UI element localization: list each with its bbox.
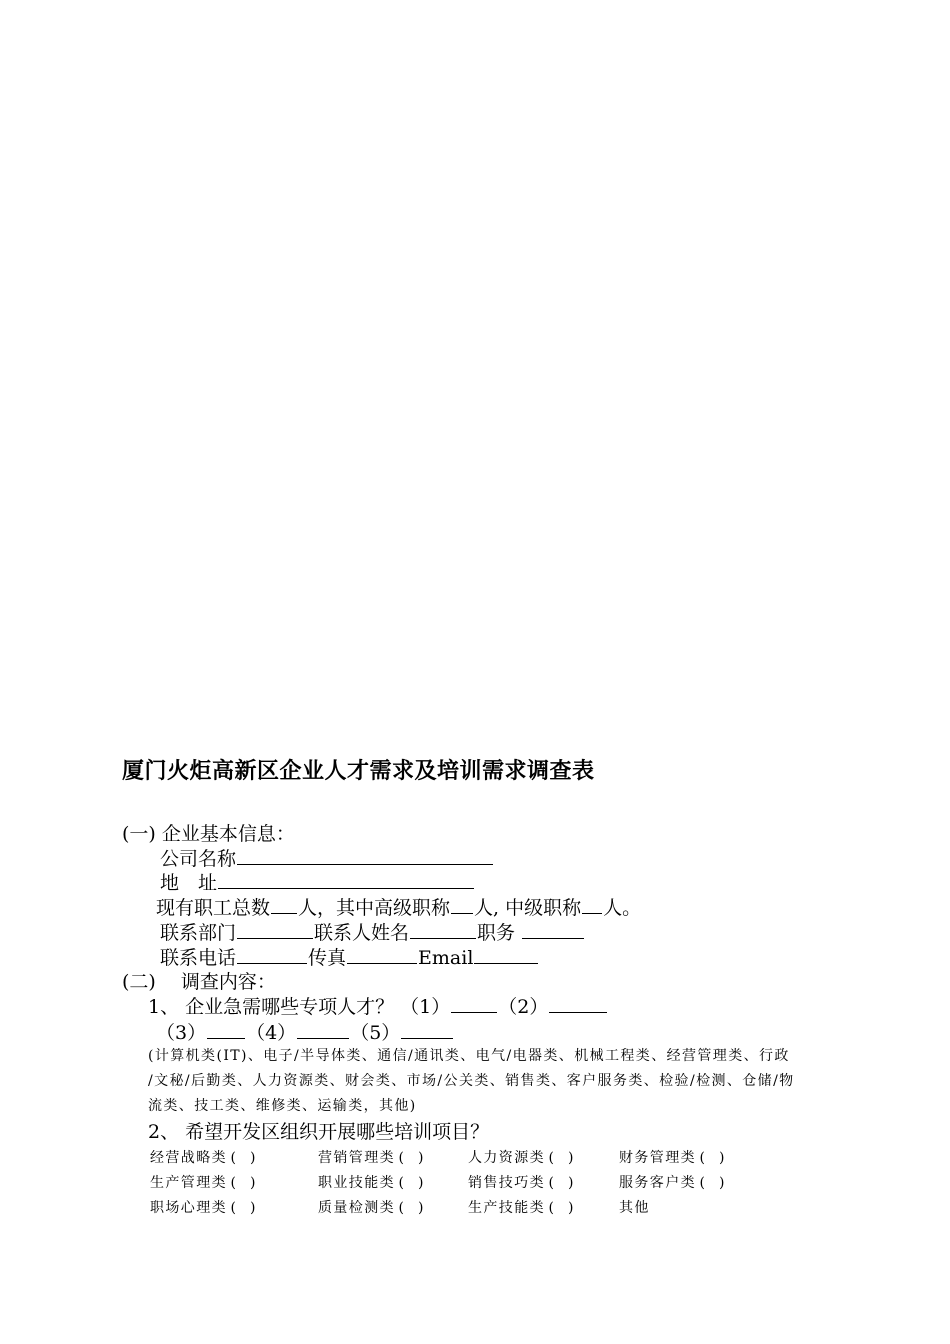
middle-title-label: 人, 中级职称	[474, 897, 582, 919]
option-label: 其他	[619, 1200, 650, 1216]
staff-total-label: 现有职工总数	[156, 897, 271, 919]
option-item[interactable]	[468, 1147, 577, 1167]
option-paren[interactable]: ( )	[548, 1175, 574, 1191]
option-label: 营销管理类	[318, 1150, 395, 1166]
option-paren[interactable]: ( )	[398, 1175, 424, 1191]
option-label: 销售技巧类	[468, 1175, 545, 1191]
contact-person-blank[interactable]	[410, 920, 476, 939]
option-item[interactable]	[619, 1172, 728, 1192]
option-paren[interactable]: ( )	[699, 1175, 725, 1191]
fax-blank[interactable]	[347, 945, 417, 964]
company-name-blank[interactable]	[237, 846, 493, 865]
q1-blank-2[interactable]	[549, 994, 607, 1013]
option-label: 生产管理类	[150, 1175, 227, 1191]
q1-line-2	[156, 1020, 454, 1045]
note-line-3: 流类、技工类、维修类、运输类，其他)	[148, 1098, 417, 1114]
address-blank[interactable]	[218, 870, 474, 889]
q1-opt4-label: （4）	[246, 1022, 297, 1044]
option-label: 质量检测类	[318, 1200, 395, 1216]
q1-opt3-label: （3）	[156, 1022, 207, 1044]
option-label: 财务管理类	[619, 1150, 696, 1166]
staff-line-suffix: 人。	[603, 897, 642, 919]
staff-line	[156, 895, 641, 920]
q1-blank-4[interactable]	[297, 1020, 349, 1039]
senior-title-label: 人，其中高级职称	[298, 897, 451, 919]
email-label: Email	[418, 947, 474, 969]
option-paren[interactable]: ( )	[230, 1150, 256, 1166]
q1-blank-5[interactable]	[401, 1020, 453, 1039]
option-paren[interactable]: ( )	[398, 1200, 424, 1216]
company-name-line	[160, 846, 494, 871]
option-label: 经营战略类	[150, 1150, 227, 1166]
position-blank[interactable]	[522, 920, 584, 939]
q1-line	[148, 994, 608, 1019]
option-paren[interactable]: ( )	[230, 1175, 256, 1191]
senior-title-blank[interactable]	[451, 895, 473, 914]
q1-text: 1、 企业急需哪些专项人才？ （1）	[148, 996, 451, 1018]
contact-line-2	[160, 945, 539, 970]
option-paren[interactable]: ( )	[699, 1150, 725, 1166]
note-line-2: /文秘/后勤类、人力资源类、财会类、市场/公关类、销售类、客户服务类、检验/检测、仓储/物	[148, 1073, 795, 1089]
address-line	[160, 870, 475, 895]
option-paren[interactable]: ( )	[230, 1200, 256, 1216]
option-label: 职业技能类	[318, 1175, 395, 1191]
q1-blank-1[interactable]	[451, 994, 497, 1013]
option-item[interactable]	[619, 1147, 728, 1167]
document-title: 厦门火炬高新区企业人才需求及培训需求调查表	[122, 758, 595, 784]
email-blank[interactable]	[474, 945, 538, 964]
option-paren[interactable]: ( )	[548, 1200, 574, 1216]
contact-person-label: 联系人姓名	[314, 922, 410, 944]
phone-label: 联系电话	[160, 947, 237, 969]
option-paren[interactable]: ( )	[548, 1150, 574, 1166]
option-item[interactable]	[318, 1147, 427, 1167]
option-paren[interactable]: ( )	[398, 1150, 424, 1166]
dept-label: 联系部门	[160, 922, 237, 944]
company-name-label: 公司名称	[160, 848, 237, 870]
option-label: 生产技能类	[468, 1200, 545, 1216]
address-label: 地 址	[160, 872, 218, 894]
dept-blank[interactable]	[237, 920, 313, 939]
fax-label: 传真	[308, 947, 347, 969]
q1-blank-3[interactable]	[207, 1020, 245, 1039]
option-item[interactable]	[468, 1172, 577, 1192]
option-item[interactable]	[150, 1172, 259, 1192]
middle-title-blank[interactable]	[582, 895, 602, 914]
option-item[interactable]	[150, 1197, 259, 1217]
option-label: 人力资源类	[468, 1150, 545, 1166]
section2-heading: (二) 调查内容：	[122, 971, 276, 993]
q1-opt2-label: （2）	[498, 996, 549, 1018]
q2-text: 2、 希望开发区组织开展哪些培训项目？	[148, 1121, 490, 1143]
option-label: 服务客户类	[619, 1175, 696, 1191]
option-item[interactable]	[318, 1172, 427, 1192]
option-item-other[interactable]	[619, 1197, 650, 1217]
option-item[interactable]	[468, 1197, 577, 1217]
contact-line-1	[160, 920, 585, 945]
option-item[interactable]	[150, 1147, 259, 1167]
option-item[interactable]	[318, 1197, 427, 1217]
position-label: 职务	[477, 922, 522, 944]
phone-blank[interactable]	[237, 945, 307, 964]
section1-heading: (一) 企业基本信息：	[122, 823, 295, 845]
note-line-1: (计算机类(IT)、电子/半导体类、通信/通讯类、电气/电器类、机械工程类、经营管理类、行政	[148, 1048, 790, 1064]
staff-total-blank[interactable]	[271, 895, 297, 914]
option-label: 职场心理类	[150, 1200, 227, 1216]
q1-opt5-label: （5）	[350, 1022, 401, 1044]
